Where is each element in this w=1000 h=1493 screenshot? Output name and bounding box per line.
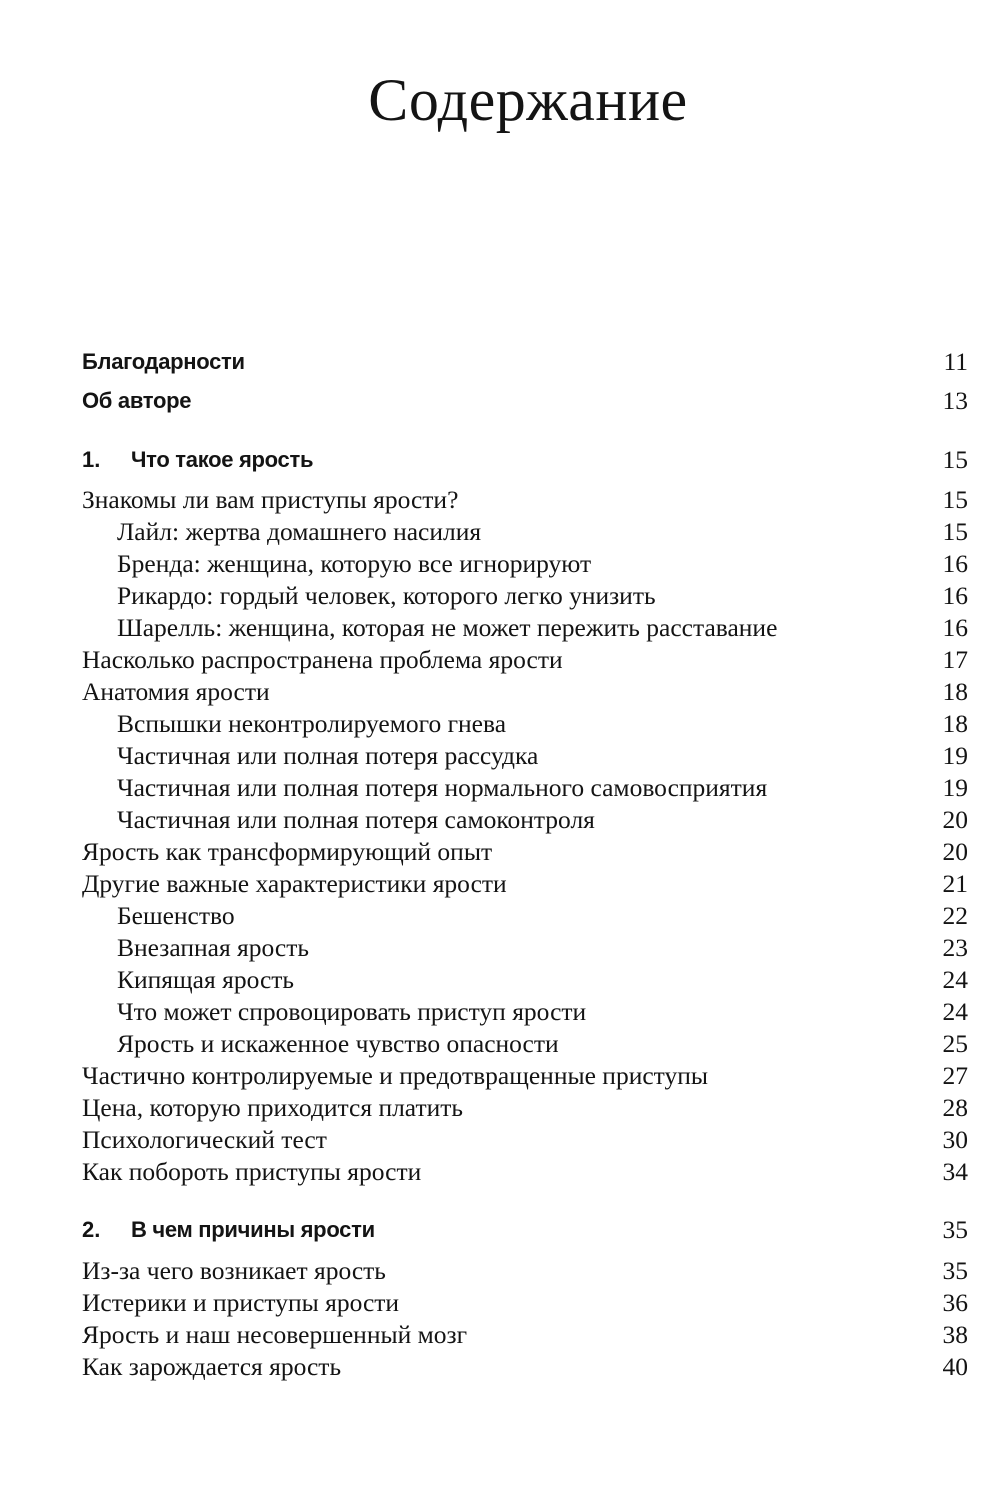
toc-entry-page: 30	[942, 1125, 968, 1154]
toc-entry-page: 15	[942, 485, 968, 514]
toc-entry-page: 28	[942, 1093, 968, 1122]
toc-entry[interactable]	[0, 837, 1000, 867]
toc-entry[interactable]	[0, 869, 1000, 899]
toc-entry-title: Ярость и искаженное чувство опасности	[117, 1029, 559, 1058]
toc-entry-about-author[interactable]	[0, 386, 1000, 416]
toc-entry-page: 34	[942, 1157, 968, 1186]
toc-entry-title: Цена, которую приходится платить	[82, 1093, 464, 1122]
toc-entry-title: Частичная или полная потеря нормального самовосприятия	[117, 773, 768, 802]
toc-entry-page: 24	[942, 965, 968, 994]
toc-entry-page: 19	[942, 741, 968, 770]
toc-entry-page: 18	[942, 709, 968, 738]
toc-entry-title: Шарелль: женщина, которая не может пережить расставание	[117, 613, 778, 642]
chapter-title: Что такое ярость	[131, 447, 314, 472]
toc-entry[interactable]	[0, 1256, 1000, 1286]
toc-entry-title: Ярость как трансформирующий опыт	[82, 837, 493, 866]
toc-entry-title: Внезапная ярость	[117, 933, 310, 962]
toc-entry-title: Частично контролируемые и предотвращенные приступы	[82, 1061, 708, 1090]
toc-entry-page: 17	[942, 645, 968, 674]
toc-entry-title: Анатомия ярости	[82, 677, 270, 706]
toc-entry-page: 20	[942, 805, 968, 834]
toc-subentry[interactable]	[0, 965, 1000, 995]
chapter-number: 1.	[82, 447, 101, 472]
toc-entry-title: Как побороть приступы ярости	[82, 1157, 422, 1186]
toc-entry[interactable]	[0, 1061, 1000, 1091]
toc-entry-title: Об авторе	[82, 388, 192, 413]
toc-entry[interactable]	[0, 1288, 1000, 1318]
page-title: Содержание	[368, 67, 688, 133]
toc-entry[interactable]	[0, 485, 1000, 515]
toc-entry-page: 27	[942, 1061, 968, 1090]
toc-entry-page: 11	[943, 347, 968, 376]
toc-subentry[interactable]	[0, 581, 1000, 611]
toc-entry-title: Из-за чего возникает ярость	[82, 1256, 386, 1285]
toc-subentry[interactable]	[0, 773, 1000, 803]
toc-entry-page: 22	[942, 901, 968, 930]
toc-subentry[interactable]	[0, 805, 1000, 835]
toc-entry-title: Знакомы ли вам приступы ярости?	[82, 485, 459, 514]
toc-entry-title: Кипящая ярость	[117, 965, 295, 994]
toc-entry[interactable]	[0, 1125, 1000, 1155]
toc-entry-page: 18	[942, 677, 968, 706]
toc-entry-page: 16	[942, 581, 968, 610]
toc-entry[interactable]	[0, 1352, 1000, 1382]
toc-entry-title: Благодарности	[82, 349, 245, 374]
toc-entry-page: 16	[942, 549, 968, 578]
toc-entry-title: Как зарождается ярость	[82, 1352, 342, 1381]
toc-entry-page: 13	[942, 386, 968, 415]
toc-entry-page: 23	[942, 933, 968, 962]
toc-entry-title: Насколько распространена проблема ярости	[82, 645, 563, 674]
toc-entry[interactable]	[0, 1093, 1000, 1123]
toc-entry-page: 15	[942, 445, 968, 474]
toc-entry[interactable]	[0, 1157, 1000, 1187]
toc-subentry[interactable]	[0, 549, 1000, 579]
toc-entry-title: Рикардо: гордый человек, которого легко унизить	[117, 581, 656, 610]
toc-entry-title: Частичная или полная потеря самоконтроля	[117, 805, 595, 834]
toc-entry-page: 35	[942, 1256, 968, 1285]
chapter-number: 2.	[82, 1217, 101, 1242]
toc-entry-page: 25	[942, 1029, 968, 1058]
toc-entry-page: 36	[942, 1288, 968, 1317]
toc-entry-page: 35	[942, 1215, 968, 1244]
toc-entry-acknowledgements[interactable]	[0, 347, 1000, 377]
toc-subentry[interactable]	[0, 517, 1000, 547]
toc-entry-title: Истерики и приступы ярости	[82, 1288, 400, 1317]
toc-entry[interactable]	[0, 1320, 1000, 1350]
toc-chapter-1[interactable]	[0, 445, 1000, 475]
toc-subentry[interactable]	[0, 901, 1000, 931]
toc-entry-title: Вспышки неконтролируемого гнева	[117, 709, 507, 738]
toc-entry[interactable]	[0, 677, 1000, 707]
toc-entry-title: Частичная или полная потеря рассудка	[117, 741, 539, 770]
toc-entry-page: 19	[942, 773, 968, 802]
toc-entry-page: 24	[942, 997, 968, 1026]
toc-subentry[interactable]	[0, 741, 1000, 771]
toc-subentry[interactable]	[0, 1029, 1000, 1059]
toc-entry-page: 38	[942, 1320, 968, 1349]
toc-entry-title: Ярость и наш несовершенный мозг	[82, 1320, 468, 1349]
toc-entry-page: 15	[942, 517, 968, 546]
toc-chapter-2[interactable]	[0, 1215, 1000, 1245]
toc-subentry[interactable]	[0, 997, 1000, 1027]
toc-entry-title: Что может спровоцировать приступ ярости	[117, 997, 587, 1026]
toc-entry-page: 21	[942, 869, 968, 898]
toc-entry-page: 40	[942, 1352, 968, 1381]
toc-entry-title: Бренда: женщина, которую все игнорируют	[117, 549, 592, 578]
toc-entry[interactable]	[0, 645, 1000, 675]
toc-subentry[interactable]	[0, 613, 1000, 643]
toc-entry-title: Психологический тест	[82, 1125, 327, 1154]
toc-entry-page: 20	[942, 837, 968, 866]
chapter-title: В чем причины ярости	[131, 1217, 375, 1242]
toc-entry-title: Бешенство	[117, 901, 235, 930]
toc-entry-title: Другие важные характеристики ярости	[82, 869, 507, 898]
toc-subentry[interactable]	[0, 933, 1000, 963]
toc-entry-page: 16	[942, 613, 968, 642]
toc-subentry[interactable]	[0, 709, 1000, 739]
toc-entry-title: Лайл: жертва домашнего насилия	[117, 517, 482, 546]
